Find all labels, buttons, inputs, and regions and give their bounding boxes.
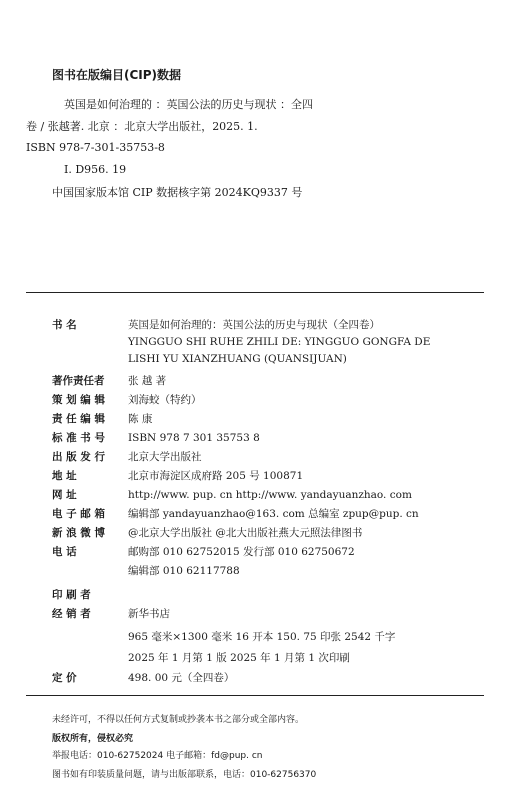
publisher-value: 北京大学出版社	[128, 451, 202, 463]
publisher-label: 出 版 发 行	[52, 451, 105, 463]
email-value: 编辑部 yandayuanzhao@163. com 总编室 zpup@pup. cn	[128, 508, 419, 520]
printer-value	[128, 588, 492, 602]
info-row-edition	[52, 651, 492, 665]
info-row-planning	[52, 393, 492, 407]
weibo-value: @北京大学出版社 @北大出版社燕大元照法律图书	[128, 527, 363, 539]
website-value: http://www. pup. cn http://www. yandayuanzhao. com	[128, 489, 412, 501]
weibo-label: 新 浪 微 博	[52, 527, 105, 539]
info-row-website	[52, 488, 492, 502]
address-label: 地 址	[52, 470, 77, 482]
phone-value-1: 邮购部 010 62752015 发行部 010 62750672	[128, 546, 355, 558]
distributor-label: 经 销 者	[52, 608, 91, 620]
info-row-spec	[52, 630, 492, 644]
info-row-title	[52, 318, 492, 332]
pinyin-line1: YINGGUO SHI RUHE ZHILI DE: YINGGUO GONGFA DE	[128, 336, 431, 348]
cip-heading: 图书在版编目(CIP)数据	[52, 68, 182, 82]
info-row-price	[52, 671, 492, 685]
info-row-publisher	[52, 450, 492, 464]
spec-value: 965 毫米×1300 毫米 16 开本 150. 75 印张 2542 千字	[128, 631, 396, 643]
author-label: 著作责任者	[52, 375, 105, 387]
phone-label: 电 话	[52, 546, 77, 558]
responsible-editor-label: 责 任 编 辑	[52, 413, 105, 425]
info-row-isbn	[52, 431, 492, 445]
isbn-value: ISBN 978 7 301 35753 8	[128, 432, 260, 444]
info-row-phone	[52, 545, 492, 559]
planning-editor-label: 策 划 编 辑	[52, 394, 105, 406]
planning-editor-value: 刘海蛟（特约）	[128, 394, 202, 406]
info-row-author	[52, 374, 492, 388]
info-row-pinyin2	[52, 352, 492, 366]
title-label: 书 名	[52, 319, 77, 331]
info-row-pinyin1	[52, 335, 492, 349]
author-value: 张 越 著	[128, 375, 167, 387]
isbn-label: 标 准 书 号	[52, 432, 105, 444]
copy-notice: 未经许可，不得以任何方式复制或抄袭本书之部分或全部内容。	[52, 715, 305, 725]
email-label: 电 子 邮 箱	[52, 508, 105, 520]
info-row-weibo	[52, 526, 492, 540]
report-contact: 举报电话：010-62752024 电子邮箱：fd@pup. cn	[52, 751, 263, 761]
price-label: 定 价	[52, 672, 77, 684]
info-row-address	[52, 469, 492, 483]
pinyin-line2: LISHI YU XIANZHUANG (QUANSIJUAN)	[128, 353, 347, 365]
responsible-editor-value: 陈 康	[128, 413, 153, 425]
price-value: 498. 00 元（全四卷）	[128, 672, 235, 684]
cip-record-number: 中国国家版本馆 CIP 数据核字第 2024KQ9337 号	[52, 186, 303, 199]
website-label: 网 址	[52, 489, 77, 501]
cip-isbn: ISBN 978-7-301-35753-8	[26, 141, 165, 154]
address-value: 北京市海淀区成府路 205 号 100871	[128, 470, 304, 482]
edition-value: 2025 年 1 月第 1 版 2025 年 1 月第 1 次印刷	[128, 652, 350, 664]
rights-notice: 版权所有，侵权必究	[52, 734, 134, 744]
cip-title-line2: 卷 / 张越著. 北京 ：北京大学出版社，2025. 1.	[26, 120, 258, 133]
cip-title-line1: 英国是如何治理的 ：英国公法的历史与现状 ：全四	[64, 98, 313, 111]
top-divider	[26, 292, 484, 293]
info-row-editor	[52, 412, 492, 426]
phone-value-2: 编辑部 010 62117788	[128, 565, 240, 577]
info-row-printer	[52, 588, 492, 602]
distributor-value: 新华书店	[128, 608, 170, 620]
bottom-divider	[26, 695, 484, 696]
info-row-email	[52, 507, 492, 521]
printer-label: 印 刷 者	[52, 589, 91, 601]
quality-contact: 图书如有印装质量问题，请与出版部联系，电话：010-62756370	[52, 770, 317, 780]
info-row-distributor	[52, 607, 492, 621]
info-row-phone2	[52, 564, 492, 578]
cip-classification: Ⅰ. D956. 19	[64, 163, 127, 176]
title-value: 英国是如何治理的：英国公法的历史与现状（全四卷）	[128, 319, 380, 331]
